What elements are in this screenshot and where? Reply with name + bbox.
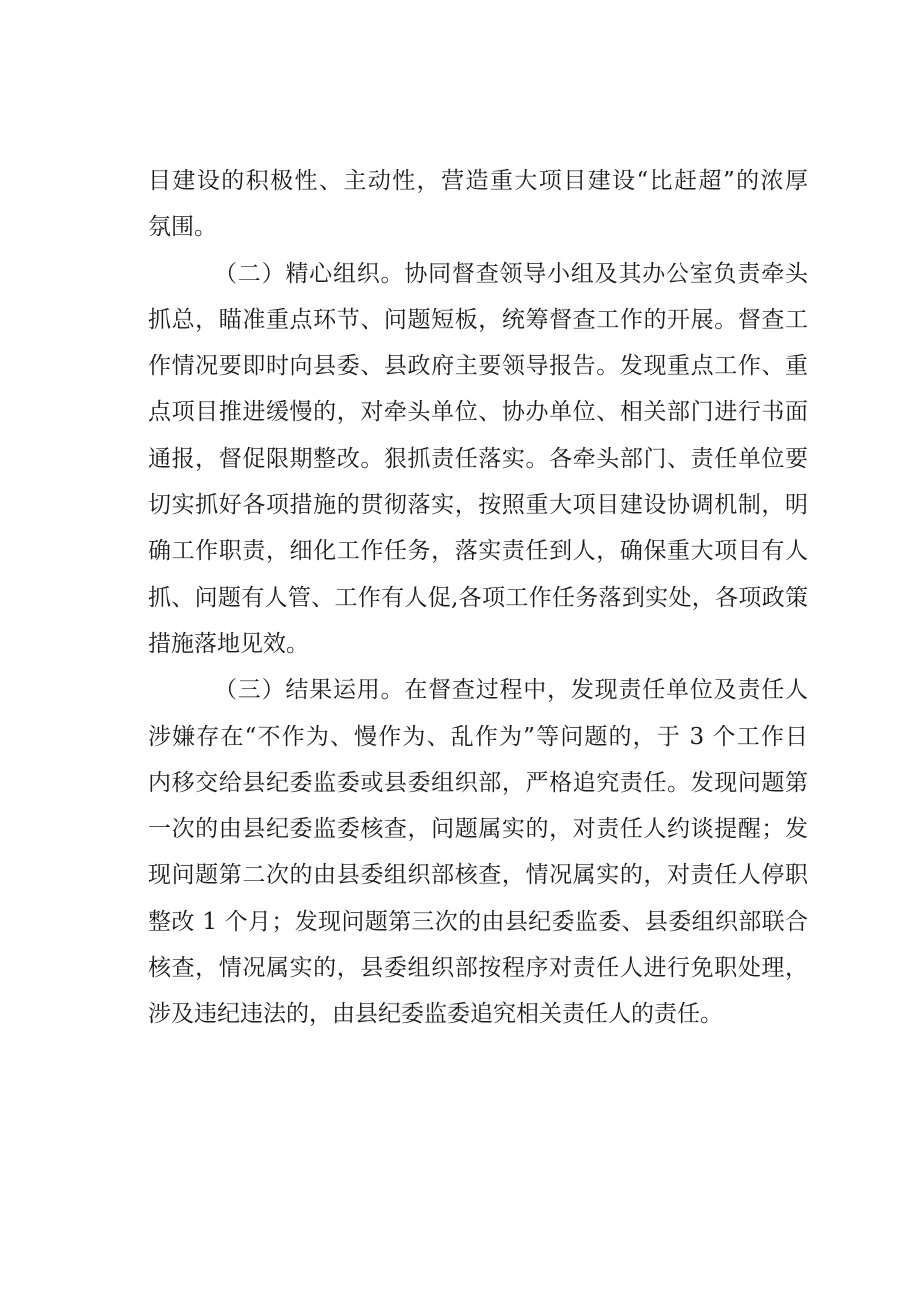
paragraph-line: （三）结果运用。在督查过程中，发现责任单位及责任人 [214, 677, 808, 704]
paragraph-2 [148, 251, 808, 668]
paragraph-line: 通报，督促限期整改。狠抓责任落实。各牵头部门、责任单位要 [148, 445, 808, 472]
paragraph-line: 涉嫌存在“不作为、慢作为、乱作为”等问题的，于 3 个工作日 [148, 723, 808, 750]
paragraph-3 [148, 667, 808, 1037]
paragraph-line: 核查，情况属实的，县委组织部按程序对责任人进行免职处理， [148, 955, 808, 982]
paragraph-line: 涉及违纪违法的，由县纪委监委追究相关责任人的责任。 [148, 1001, 723, 1028]
paragraph-line: 目建设的积极性、主动性，营造重大项目建设“比赶超”的浓厚 [148, 168, 808, 194]
paragraph-line: 氛围。 [148, 214, 217, 241]
paragraph-line: 措施落地见效。 [148, 630, 309, 657]
paragraph-line: 整改 1 个月；发现问题第三次的由县纪委监委、县委组织部联合 [148, 908, 808, 935]
paragraph-line: 内移交给县纪委监委或县委组织部，严格追究责任。发现问题第 [148, 769, 808, 796]
paragraph-line: 切实抓好各项措施的贯彻落实，按照重大项目建设协调机制，明 [148, 492, 808, 519]
paragraph-line: 作情况要即时向县委、县政府主要领导报告。发现重点工作、重 [148, 353, 808, 380]
document-body [148, 158, 808, 1038]
paragraph-line: （二）精心组织。协同督查领导小组及其办公室负责牵头 [214, 260, 808, 287]
paragraph-line: 抓、问题有人管、工作有人促,各项工作任务落到实处，各项政策 [148, 584, 808, 611]
paragraph-line: 抓总，瞄准重点环节、问题短板，统筹督查工作的开展。督查工 [148, 306, 808, 333]
paragraph-line: 一次的由县纪委监委核查，问题属实的，对责任人约谈提醒；发 [148, 816, 808, 843]
paragraph-line: 现问题第二次的由县委组织部核查，情况属实的，对责任人停职 [148, 862, 808, 889]
paragraph-1 [148, 158, 808, 251]
paragraph-line: 点项目推进缓慢的，对牵头单位、协办单位、相关部门进行书面 [148, 399, 808, 426]
paragraph-line: 确工作职责，细化工作任务，落实责任到人，确保重大项目有人 [148, 538, 808, 565]
